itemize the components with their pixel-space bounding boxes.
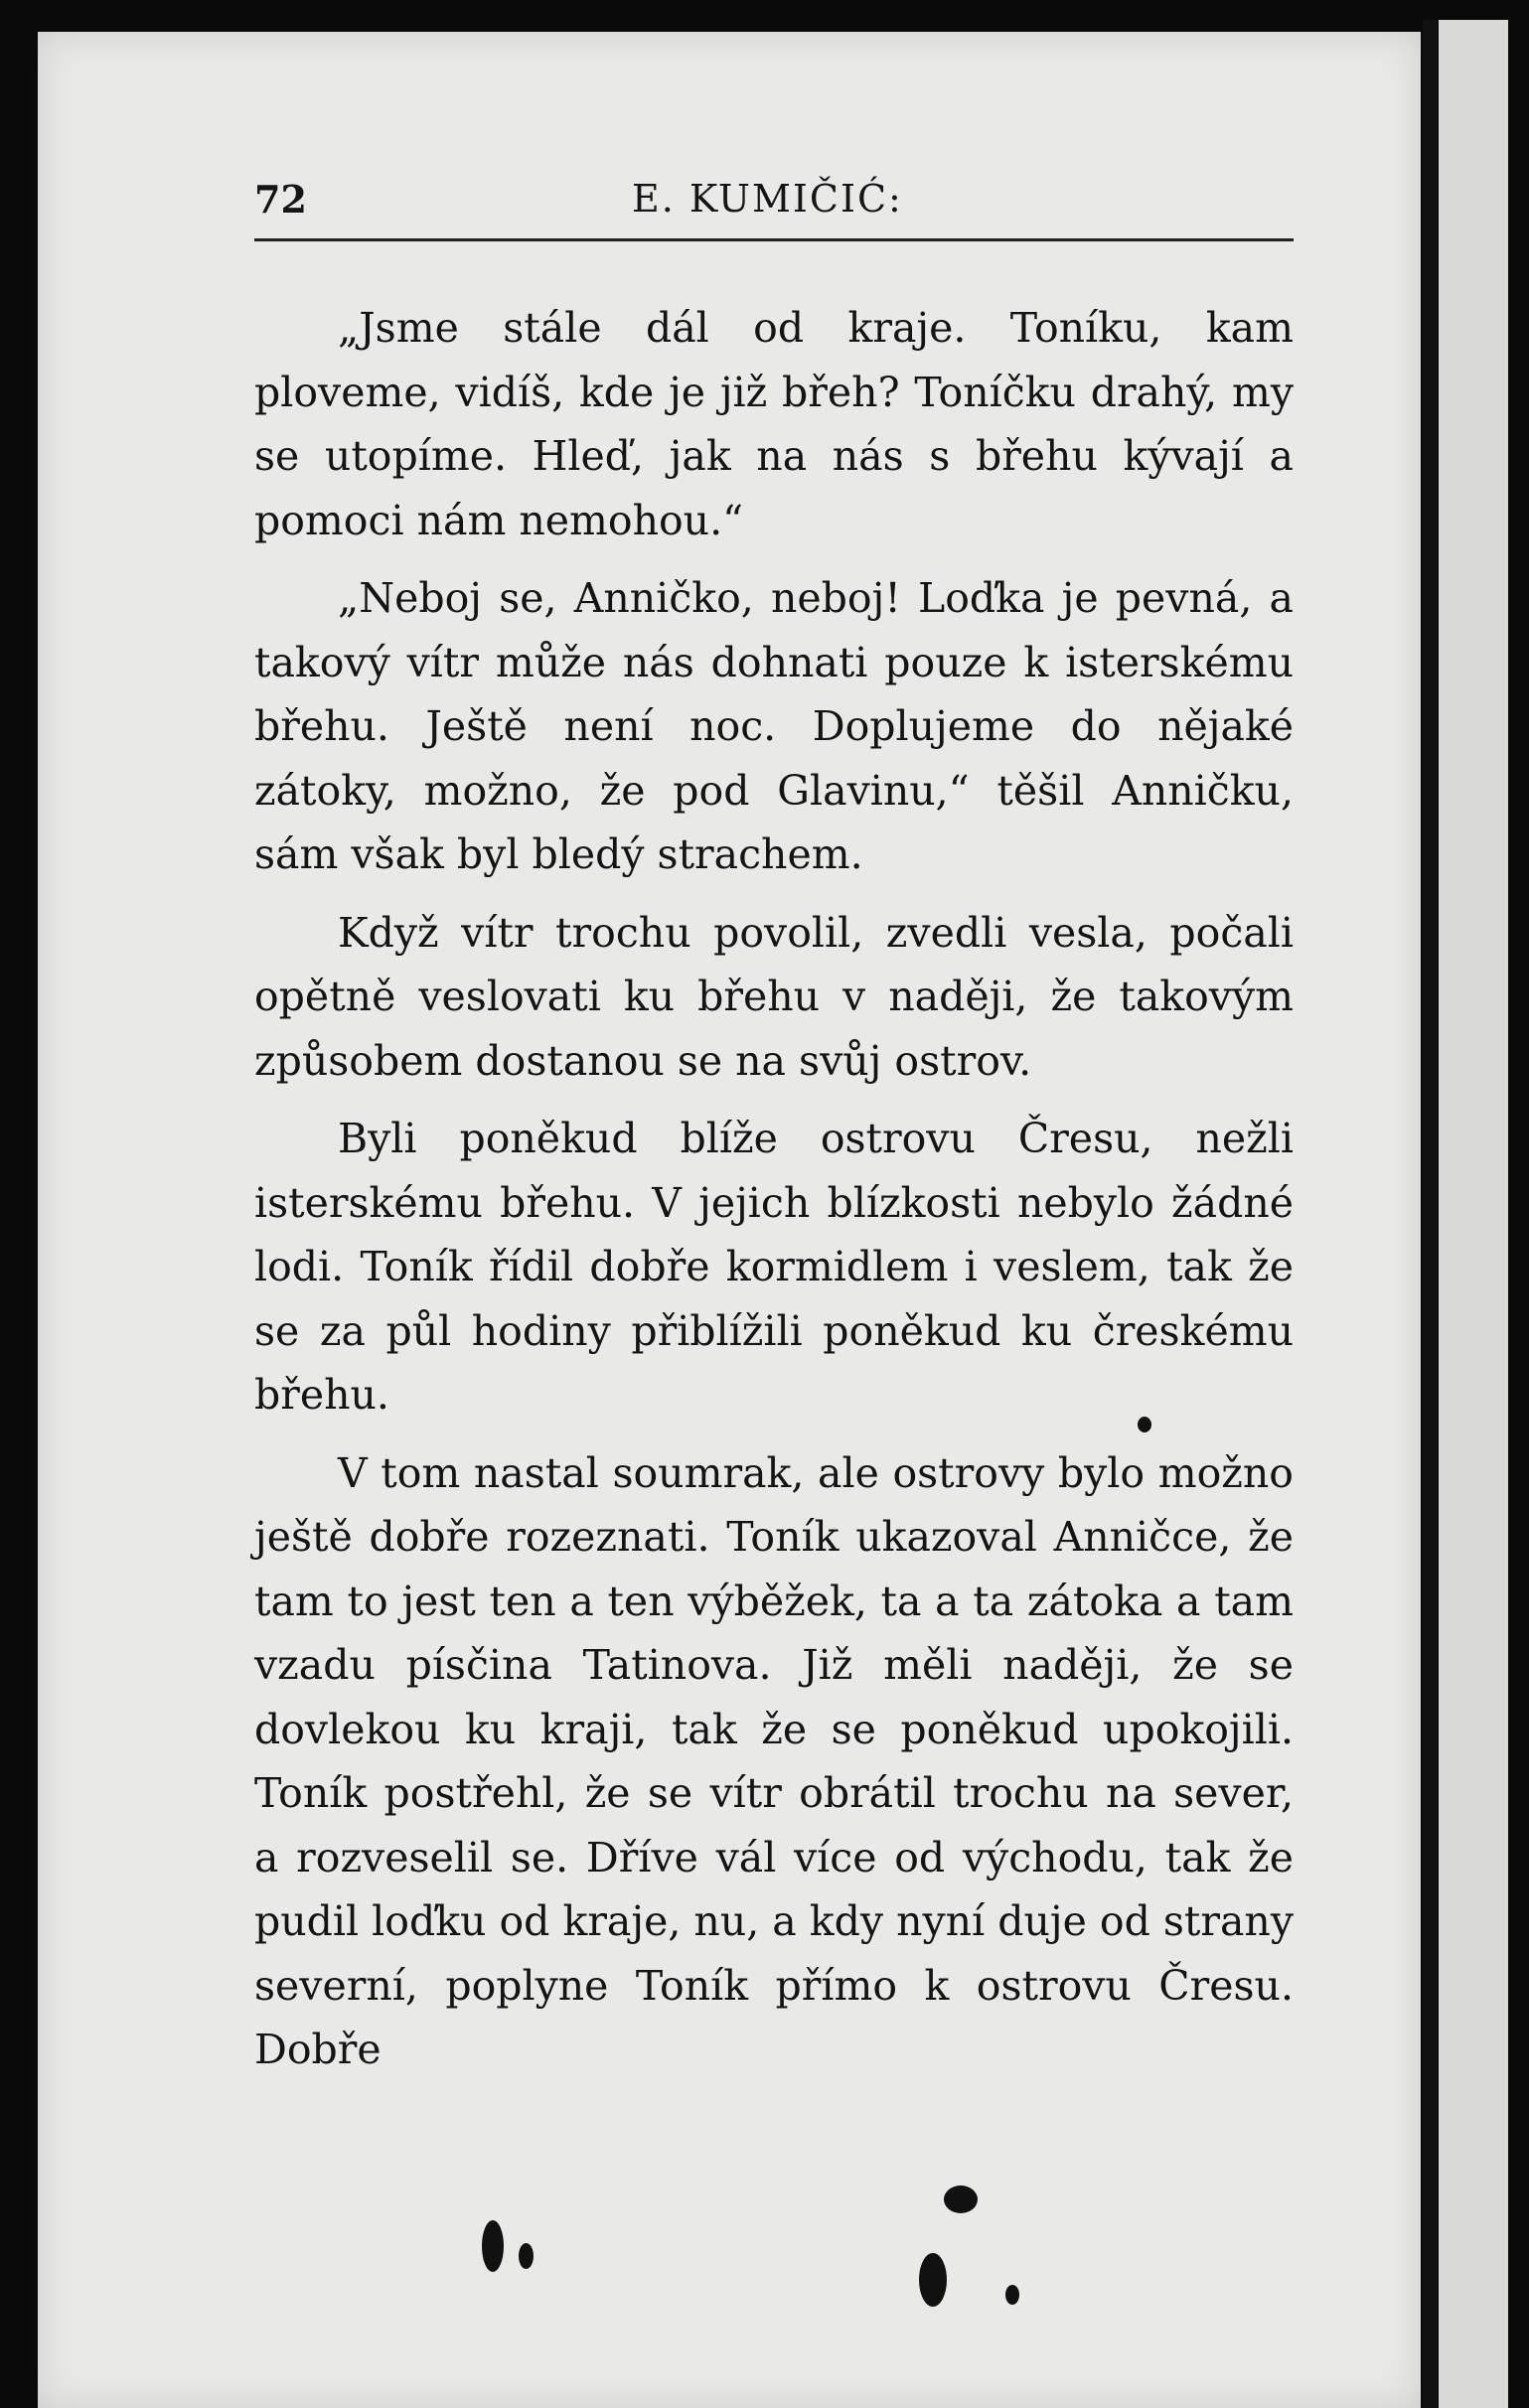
page-header [254, 167, 1294, 236]
paragraph-5: V tom nastal soumrak, ale ostrovy bylo možno ještě dobře rozeznati. Toník ukazoval Anničce, že tam to jest ten a ten výběžek, ta a ta zátoka a tam vzadu písčina Tatinova. Již měli naději, že se dovlekou ku kraji, tak že se poněkud upokojili. Toník postřehl, že se vítr obrátil trochu na sever, a rozveselil se. Dříve vál více od východu, tak že pudil loďku od kraje, nu, a kdy nyní duje od strany severní, poplyne Toník přímo k ostrovu Čresu. Dobře [254, 1448, 1294, 2073]
next-page-edge [1439, 20, 1508, 2408]
ink-stain [519, 2243, 534, 2269]
header-rule [254, 238, 1294, 241]
page-number: 72 [254, 177, 307, 222]
body-text [254, 296, 1294, 2096]
ink-stain [944, 2185, 978, 2213]
running-head: E. KUMIČIĆ: [632, 177, 903, 221]
paragraph-1: „Jsme stále dál od kraje. Toníku, kam ploveme, vidíš, kde je již břeh? Toníčku drahý, my se utopíme. Hleď, jak na nás s břehu kývají a pomoci nám nemohou.“ [254, 304, 1294, 544]
ink-stain [1005, 2285, 1019, 2305]
paragraph-2: „Neboj se, Anničko, neboj! Loďka je pevná, a takový vítr může nás dohnati pouze k isterskému břehu. Ještě není noc. Doplujeme do nějaké zátoky, možno, že pod Glavinu,“ těšil Anničku, sám však byl bledý strachem. [254, 574, 1294, 878]
paragraph-4: Byli poněkud blíže ostrovu Čresu, nežli isterskému břehu. V jejich blízkosti nebylo žádné lodi. Toník řídil dobře kormidlem i veslem, tak že se za půl hodiny přiblížili poněkud ku čreskému břehu. [254, 1115, 1294, 1419]
ink-stain [1138, 1417, 1151, 1432]
ink-stain [482, 2220, 504, 2272]
paragraph-3: Když vítr trochu povolil, zvedli vesla, počali opětně veslovati ku břehu v naději, že takovým způsobem dostanou se na svůj ostrov. [254, 908, 1294, 1085]
ink-stain [919, 2253, 947, 2307]
page-gutter [1423, 20, 1437, 2408]
